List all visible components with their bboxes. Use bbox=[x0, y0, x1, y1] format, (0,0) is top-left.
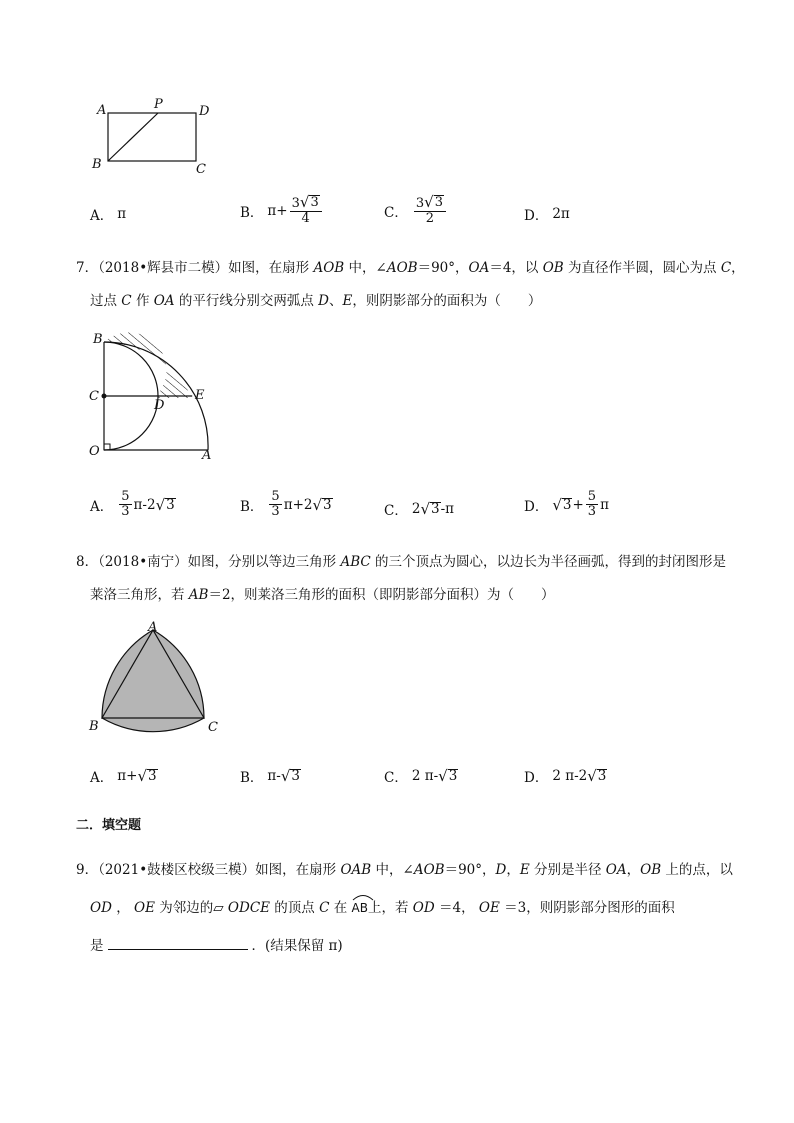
q7-option-d-letter: D． bbox=[524, 498, 549, 515]
q7-source: （2018•辉县市二模） bbox=[98, 260, 229, 276]
q7-option-b-letter: B． bbox=[240, 498, 264, 515]
q8-stem-line1: 8．（2018•南宁）如图，分别以等边三角形 ABC 的三个顶点为圆心，以边长为半径画弧，得到的封闭图形是 bbox=[76, 554, 727, 570]
q7-stem-line1: 7．（2018•辉县市二模）如图，在扇形 AOB 中，∠AOB＝90°，OA＝4，以 OB 为直径作半圆，圆心为点 C， bbox=[76, 260, 745, 276]
q8-option-a-letter: A． bbox=[90, 770, 114, 786]
q6-option-c-fraction: 3 √ 3 2 bbox=[414, 195, 446, 226]
q7-option-c-letter: C． bbox=[384, 503, 408, 519]
q6-label-c: C bbox=[196, 162, 206, 177]
q6-label-p: P bbox=[154, 97, 163, 112]
q6-option-b-pre: π+ bbox=[267, 202, 288, 219]
q9-source: （2021•鼓楼区校级三模） bbox=[98, 862, 256, 878]
q7-label-o: O bbox=[89, 444, 100, 459]
q8-label-b: B bbox=[89, 719, 99, 734]
q6-label-b: B bbox=[92, 157, 102, 172]
section-heading-fill-in: 二．填空题 bbox=[76, 818, 142, 833]
q9-answer-blank[interactable] bbox=[108, 935, 248, 950]
q6-option-d-text: 2π bbox=[552, 206, 570, 222]
q6-option-b[interactable] bbox=[240, 195, 324, 226]
q9-stem-line1: 9．（2021•鼓楼区校级三模）如图，在扇形 OAB 中，∠AOB＝90°，D，E 分别是半径 OA，OB 上的点，以 bbox=[76, 862, 733, 878]
q6-option-a-text: π bbox=[117, 206, 127, 222]
q7-label-d: D bbox=[154, 398, 165, 413]
q6-option-c[interactable] bbox=[384, 195, 448, 226]
q7-label-b: B bbox=[93, 332, 103, 347]
arc-symbol-icon bbox=[352, 893, 374, 901]
q6-label-d: D bbox=[199, 104, 210, 119]
q8-reuleaux-figure bbox=[90, 618, 230, 736]
q6-option-c-letter: C． bbox=[384, 204, 408, 221]
q9-stem-line3: 是 ．(结果保留 π) bbox=[90, 934, 343, 954]
q8-label-c: C bbox=[208, 720, 218, 735]
q7-stem-line2: 过点 C 作 OA 的平行线分别交两弧点 D、E，则阴影部分的面积为（ ） bbox=[90, 293, 542, 309]
q6-option-a-letter: A． bbox=[90, 208, 114, 224]
q6-option-b-fraction: 3 √ 3 4 bbox=[290, 195, 322, 226]
q7-label-c: C bbox=[89, 389, 99, 404]
q7-option-b[interactable]: B． $\frac{5}{3}$ π+2 √ 3 bbox=[240, 489, 332, 519]
q8-option-c[interactable]: C． 2 π- √ 3 bbox=[384, 767, 458, 786]
q7-option-a[interactable]: A． $\frac{5}{3}$ π-2 √ 3 bbox=[90, 489, 175, 519]
q8-label-a: A bbox=[148, 620, 158, 635]
q8-option-d[interactable]: D． 2 π-2 √ 3 bbox=[524, 767, 607, 786]
q7-label-a: A bbox=[202, 448, 212, 463]
q6-option-d-letter: D． bbox=[524, 208, 549, 224]
q9-arc-ab: AB bbox=[352, 900, 368, 916]
q8-stem-line2: 莱洛三角形，若 AB＝2，则莱洛三角形的面积（即阴影部分面积）为（ ） bbox=[90, 587, 555, 603]
q8-option-d-letter: D． bbox=[524, 770, 549, 786]
q7-option-d[interactable]: D． √ 3 + $\frac{5}{3}$ π bbox=[524, 489, 609, 519]
q6-option-d[interactable] bbox=[524, 204, 570, 224]
q8-option-a[interactable]: A． π+ √ 3 bbox=[90, 767, 157, 786]
q8-source: （2018•南宁） bbox=[98, 554, 188, 570]
q7-number: 7． bbox=[76, 260, 99, 276]
q7-option-a-letter: A． bbox=[90, 498, 114, 515]
q8-option-b-letter: B． bbox=[240, 770, 264, 786]
q6-option-b-letter: B． bbox=[240, 204, 264, 221]
q8-option-b[interactable]: B． π- √ 3 bbox=[240, 767, 301, 786]
q6-option-a[interactable] bbox=[90, 204, 126, 224]
q9-stem-line2: OD ， OE 为邻边的▱ ODCE 的顶点 C 在 AB上，若 OD ＝4， OE ＝3，则阴影部分图形的面积 bbox=[90, 896, 675, 916]
q8-option-c-letter: C． bbox=[384, 770, 408, 786]
q6-label-a: A bbox=[97, 103, 107, 118]
q7-option-c[interactable]: C． 2 √ 3 -π bbox=[384, 500, 455, 519]
q7-label-e: E bbox=[195, 388, 205, 403]
q9-number: 9． bbox=[76, 862, 99, 878]
q8-number: 8． bbox=[76, 554, 99, 570]
